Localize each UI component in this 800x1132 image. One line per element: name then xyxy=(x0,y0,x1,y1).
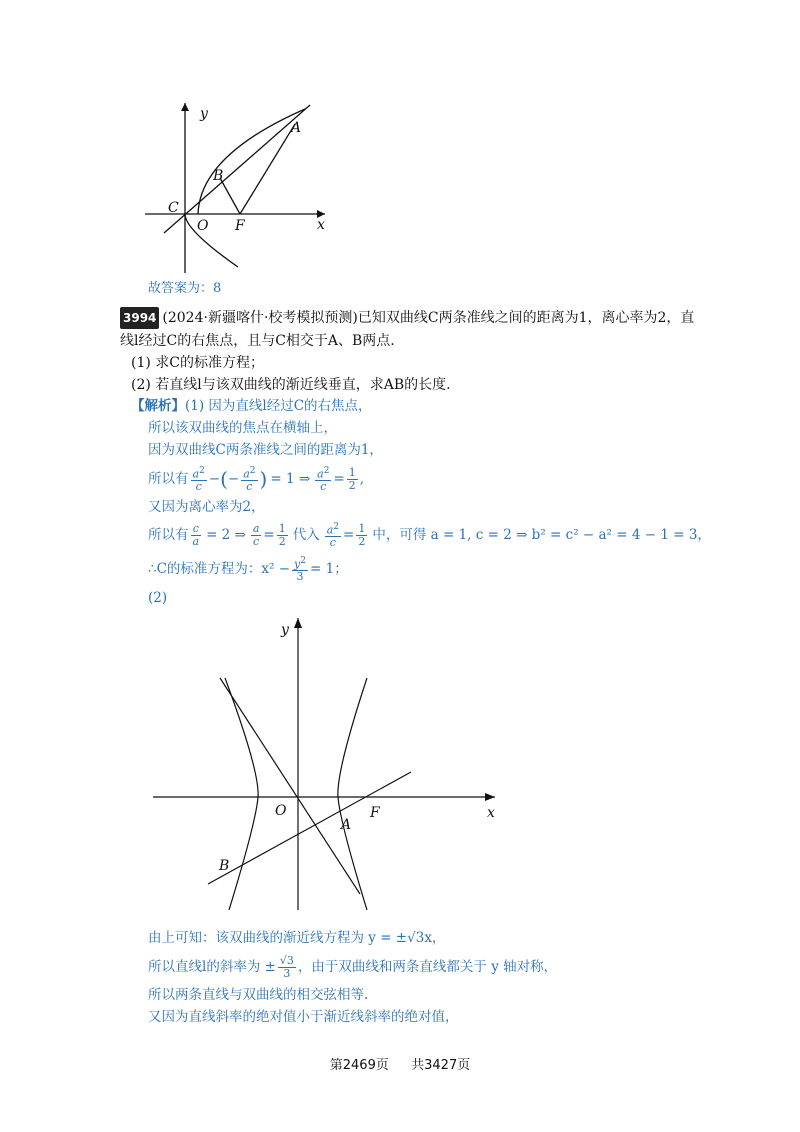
fig1-label-o: O xyxy=(197,218,209,234)
figure-parabola xyxy=(140,95,340,275)
problem-q2: (2) 若直线l与该双曲线的渐近线垂直，求AB的长度. xyxy=(131,377,451,393)
fig1-label-x: x xyxy=(317,217,325,233)
figure-hyperbola xyxy=(145,612,505,917)
solution-line-3: 因为双曲线C两条准线之间的距离为1， xyxy=(148,442,383,458)
solution-line-6: 所以有 $\frac{c}{a}$ = 2 ⇒ $\frac{a}{c}$ = $\frac{1}{2}$ 代入 $\frac{a^2}{c}$ = $\frac{1}{2}$ 中，可得 a = 1, c = 2 ⇒ b² = c² − a² = 4 − 1 = 3， xyxy=(148,521,711,550)
fig2-label-x: x xyxy=(487,805,495,821)
solution-line-1 xyxy=(131,396,372,416)
solution-line-2: 所以该双曲线的焦点在横轴上， xyxy=(148,420,337,436)
solution2-line-2: 所以直线l的斜率为 ± $\frac{√3}{3}$ ，由于双曲线和两条直线都关于 y 轴对称， xyxy=(148,953,558,980)
solution-line-5: 又因为离心率为2， xyxy=(148,499,265,515)
solution2-line-3: 所以两条直线与双曲线的相交弦相等. xyxy=(148,987,369,1003)
problem-line-1 xyxy=(120,307,694,329)
problem-number-badge: 3994 xyxy=(120,307,159,329)
solution-tag: 【解析】 xyxy=(131,398,185,414)
problem-source-stem: (2024·新疆喀什·校考模拟预测)已知双曲线C两条准线之间的距离为1，离心率为2，直 xyxy=(162,310,695,326)
fig2-label-f: F xyxy=(370,805,380,821)
answer-line: 故答案为：8 xyxy=(148,281,222,296)
frac-a2-c: $\frac{a^2}{c}$ xyxy=(192,465,205,494)
page-number: 第2469页 xyxy=(329,1058,389,1073)
problem-q1: (1) 求C的标准方程； xyxy=(131,355,264,371)
solution2-line-4: 又因为直线斜率的绝对值小于渐近线斜率的绝对值， xyxy=(148,1009,459,1025)
fig1-label-b: B xyxy=(213,168,224,184)
fig2-label-a: A xyxy=(341,817,352,833)
fig1-label-f: F xyxy=(235,218,245,234)
problem-line-2: 线l经过C的右焦点，且与C相交于A、B两点. xyxy=(120,333,395,349)
fig2-label-b: B xyxy=(219,858,230,874)
fig2-label-o: O xyxy=(275,803,287,819)
fig1-label-c: C xyxy=(168,200,179,216)
solution-l1: (1) 因为直线l经过C的右焦点， xyxy=(185,398,372,414)
fig2-label-y: y xyxy=(281,622,289,638)
page-footer xyxy=(0,1054,800,1073)
solution-line-4: 所以有 $\frac{a^2}{c}$ − ( − $\frac{a^2}{c}$ ) = 1 ⇒ $\frac{a^2}{c}$ = $\frac{1}{2}$ , xyxy=(148,465,365,494)
fig1-label-a: A xyxy=(291,120,302,136)
fig1-label-y: y xyxy=(200,106,208,122)
page-total: 共3427页 xyxy=(411,1058,471,1073)
solution-line-7: ∴C的标准方程为：x² − $\frac{y^2}{3}$ = 1； xyxy=(148,555,348,584)
solution2-line-1: 由上可知：该双曲线的渐近线方程为 y = ±√3x， xyxy=(148,930,446,946)
solution-line-8: (2) xyxy=(148,590,168,606)
